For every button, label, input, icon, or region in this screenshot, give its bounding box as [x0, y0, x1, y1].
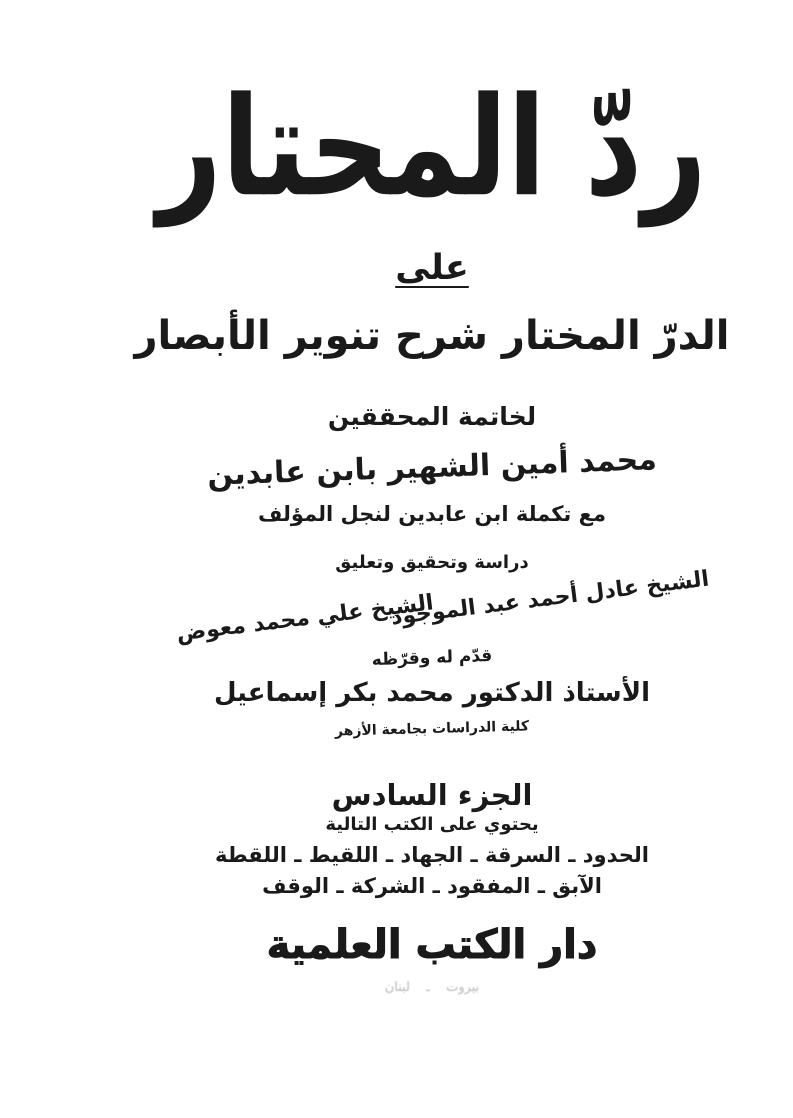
- author-name: محمد أمين الشهير بابن عابدين: [206, 442, 658, 493]
- volume-number: الجزء السادس: [331, 778, 533, 812]
- publisher-location-faded: بيروت ـ لبنان: [384, 980, 480, 995]
- contents-heading: يحتوي على الكتب التالية: [325, 814, 539, 835]
- contents-books-line-2: الآبق ـ المفقود ـ الشركة ـ الوقف: [262, 874, 602, 898]
- title-preposition: على: [395, 248, 469, 288]
- foreword-author-affiliation: كلية الدراسات بجامعة الأزهر: [334, 718, 530, 740]
- base-text-title: الدرّ المختار شرح تنوير الأبصار: [134, 313, 730, 359]
- publisher-logotype: دار الكتب العلمية: [266, 922, 598, 968]
- editor-name-right: الشيخ عادل أحمد عبد الموجود: [389, 566, 711, 631]
- supplement-note: مع تكملة ابن عابدين لنجل المؤلف: [258, 502, 606, 526]
- foreword-credit-heading: قدّم له وقرّظه: [371, 645, 493, 671]
- author-honorific: لخاتمة المحققين: [327, 402, 537, 431]
- contents-books-line-1: الحدود ـ السرقة ـ الجهاد ـ اللقيط ـ اللقطة: [215, 843, 649, 867]
- foreword-author-name: الأستاذ الدكتور محمد بكر إسماعيل: [213, 678, 651, 708]
- main-title-calligraphy: ردّ المحتار: [157, 68, 707, 228]
- editing-credit-heading: دراسة وتحقيق وتعليق: [335, 552, 529, 573]
- editor-name-left: الشيخ علي محمد معوض: [175, 590, 435, 647]
